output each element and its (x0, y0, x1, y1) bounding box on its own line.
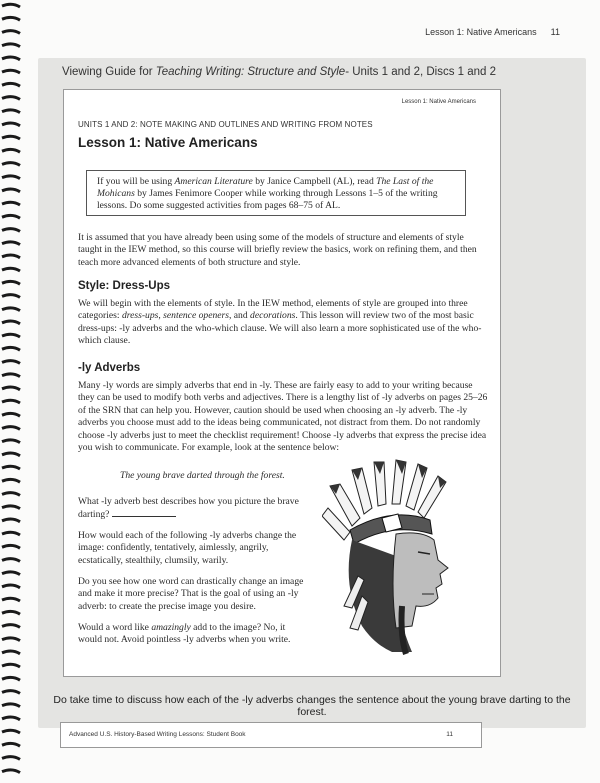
discussion-note: Do take time to discuss how each of the -ly adverbs changes the sentence about the young brave darting to the forest. (53, 694, 571, 718)
spiral-coil (2, 295, 20, 298)
spiral-coil (2, 519, 20, 522)
inner-header: Lesson 1: Native Americans (401, 99, 476, 105)
spiral-coil (2, 281, 20, 284)
spiral-coil (2, 374, 20, 377)
spiral-coil (2, 770, 20, 773)
spiral-coil (2, 704, 20, 707)
spiral-coil (2, 202, 20, 205)
spiral-coil (2, 189, 20, 192)
spiral-coil (2, 268, 20, 271)
question-3: Do you see how one word can drastically change an image and make it more precise? That is the goal of using an -ly adverb: to create the precise image you desire. (78, 576, 304, 612)
spiral-coil (2, 17, 20, 20)
spiral-coil (2, 308, 20, 311)
spiral-coil (2, 625, 20, 628)
footer-page-number: 11 (446, 731, 453, 738)
spiral-coil (2, 255, 20, 258)
spiral-coil (2, 4, 20, 7)
viewing-guide-title: Viewing Guide for Teaching Writing: Structure and Style- Units 1 and 2, Discs 1 and 2 (62, 66, 497, 78)
units-heading: UNITS 1 AND 2: NOTE MAKING AND OUTLINES AND WRITING FROM NOTES (78, 120, 373, 129)
spiral-coil (2, 347, 20, 350)
spiral-coil (2, 572, 20, 575)
spiral-coil (2, 757, 20, 760)
spiral-coil (2, 479, 20, 482)
spiral-coil (2, 638, 20, 641)
spiral-coil (2, 215, 20, 218)
footer-title: Advanced U.S. History-Based Writing Lessons: Student Book (69, 731, 246, 738)
spiral-coil (2, 664, 20, 667)
spiral-coil (2, 70, 20, 73)
style-paragraph: We will begin with the elements of style. In the IEW method, elements of style are grouped into three categories: dress-ups, sentence openers, and decorations. This lesson will review two of the most basic dress-ups: -ly adverbs and the who-which clause. We will also learn a more sophisticated use of the who-which clause. (78, 298, 482, 347)
reading-note-box: If you will be using American Literature by Janice Campbell (AL), read The Last of the Mohicans by James Fenimore Cooper while working through Lessons 1–5 of the writing lessons. Do some suggested activities from pages 68–75 of AL. (86, 170, 466, 216)
student-book-page (63, 89, 501, 677)
spiral-coil (2, 83, 20, 86)
spiral-coil (2, 97, 20, 100)
spiral-coil (2, 242, 20, 245)
spiral-coil (2, 387, 20, 390)
footer (60, 722, 482, 748)
running-header-title: Lesson 1: Native Americans (425, 27, 537, 37)
spiral-coil (2, 453, 20, 456)
spiral-coil (2, 57, 20, 60)
lesson-title: Lesson 1: Native Americans (78, 135, 258, 150)
style-heading: Style: Dress-Ups (78, 280, 171, 292)
spiral-coil (2, 400, 20, 403)
spiral-coil (2, 466, 20, 469)
spiral-coil (2, 123, 20, 126)
spiral-coil (2, 611, 20, 614)
spiral-coil (2, 334, 20, 337)
question-1: What -ly adverb best describes how you picture the brave darting? (78, 496, 299, 521)
spiral-binding (0, 0, 22, 783)
answer-blank (112, 508, 176, 517)
spiral-coil (2, 163, 20, 166)
spiral-coil (2, 44, 20, 47)
spiral-coil (2, 229, 20, 232)
ly-adverbs-heading: -ly Adverbs (78, 362, 141, 374)
question-4: Would a word like amazingly add to the image? No, it would not. Avoid pointless -ly adverbs when you write. (78, 622, 291, 646)
spiral-coil (2, 176, 20, 179)
example-sentence: The young brave darted through the forest. (120, 470, 285, 481)
spiral-coil (2, 506, 20, 509)
spiral-coil (2, 427, 20, 430)
spiral-coil (2, 677, 20, 680)
spiral-coil (2, 110, 20, 113)
ly-adverbs-paragraph: Many -ly words are simply adverbs that end in -ly. These are fairly easy to add to your writing because they can be used to modify both verbs and adjectives. There is a lengthy list of -ly adverbs on pages 25–26 of the SRN that can help you. However, caution should be used when choosing an -ly adverb. The -ly adverbs you choose must add to the ideas being communicated, not distract from them. Do not randomly choose -ly adverbs just to meet the checklist requirement! Choose -ly adverbs that express the precise idea you wish to communicate. For example, look at the sentence below: (78, 380, 488, 454)
spiral-coil (2, 493, 20, 496)
spiral-coil (2, 149, 20, 152)
spiral-coil (2, 651, 20, 654)
spiral-coil (2, 730, 20, 733)
spiral-coil (2, 321, 20, 324)
spiral-coil (2, 585, 20, 588)
spiral-coil (2, 413, 20, 416)
spiral-coil (2, 743, 20, 746)
spiral-coil (2, 559, 20, 562)
spiral-coil (2, 545, 20, 548)
running-header (425, 27, 560, 37)
spiral-coil (2, 598, 20, 601)
native-american-chief-illustration (322, 456, 482, 656)
spiral-coil (2, 717, 20, 720)
spiral-coil (2, 136, 20, 139)
spiral-coil (2, 361, 20, 364)
spiral-coil (2, 31, 20, 34)
running-header-page: 11 (550, 27, 560, 37)
spiral-coil (2, 532, 20, 535)
question-2: How would each of the following -ly adverbs change the image: confidently, tentatively, aimlessly, angrily, ecstatically, stealthily, clumsily, warily. (78, 530, 297, 566)
spiral-coil (2, 691, 20, 694)
spiral-coil (2, 440, 20, 443)
intro-paragraph: It is assumed that you have already been using some of the models of structure and elements of style taught in the IEW method, so this course will briefly review the basics, work on refining them, and then teach more advanced elements of both structure and style. (78, 232, 477, 268)
